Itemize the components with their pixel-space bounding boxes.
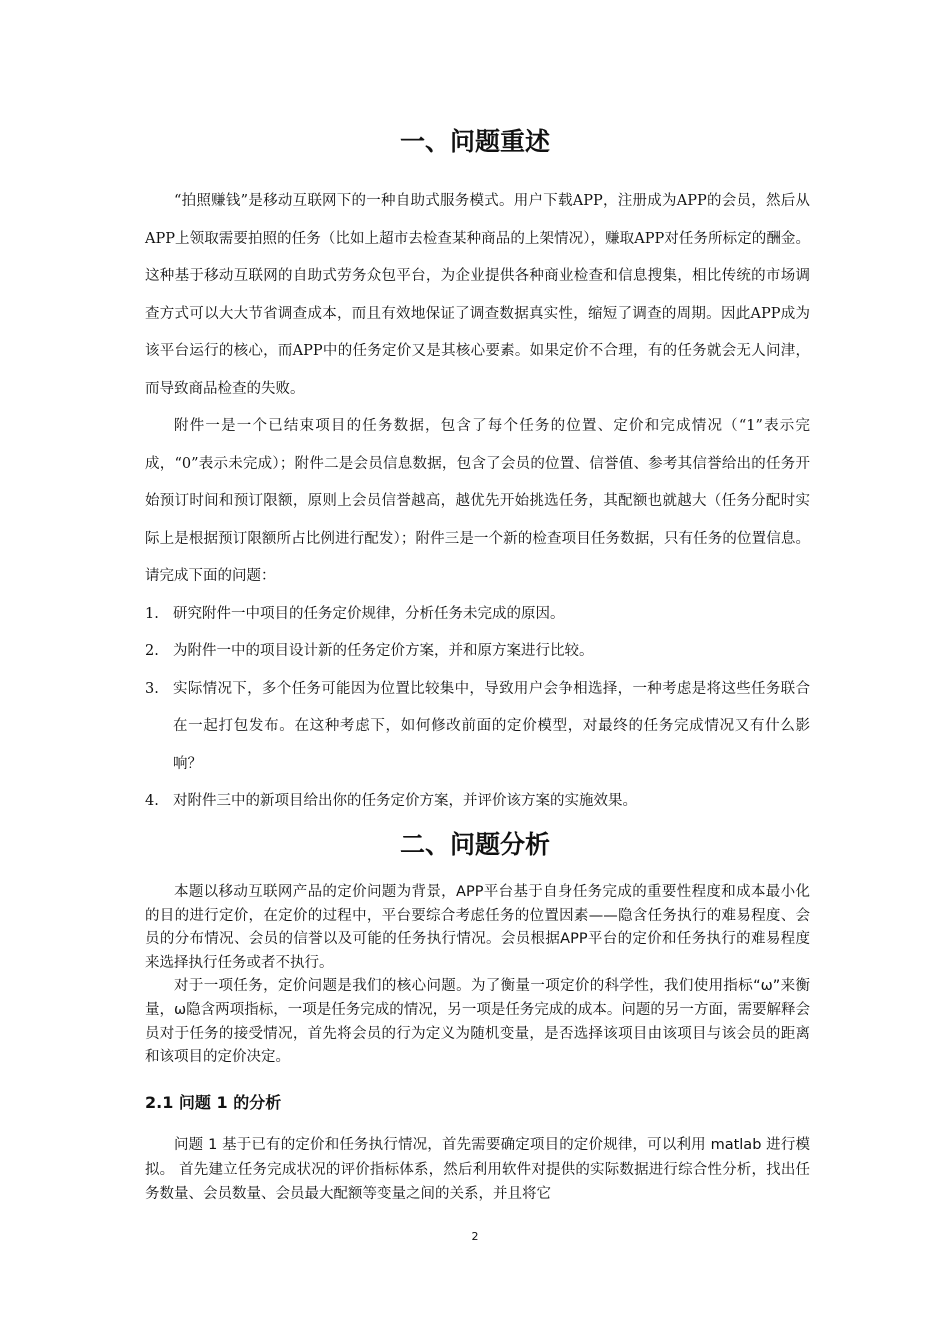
question-text: 对附件三中的新项目给出你的任务定价方案，并评价该方案的实施效果。 — [173, 793, 637, 809]
section-1-paragraph-2: 附件一是一个已结束项目的任务数据，包含了每个任务的位置、定价和完成情况（“1”表示完成，“0”表示未完成）；附件二是会员信息数据，包含了会员的位置、信誉值、参考其信誉给出的任务开始预订时间和预订限额，原则上会员信誉越高，越优先开始挑选任务，其配额也就越大（任务分配时实际上是根据预订限额所占比例进行配发）；附件三是一个新的检查项目任务数据，只有任务的位置信息。请完成下面的问题： — [145, 418, 810, 584]
question-item — [145, 783, 810, 821]
question-item — [145, 671, 810, 784]
section-1-body — [145, 183, 810, 821]
subsection-2-1-title: 2.1 问题 1 的分析 — [145, 1093, 282, 1112]
question-item — [145, 633, 810, 671]
section-1-title: 一、问题重述 — [399, 127, 550, 156]
section-2-title: 二、问题分析 — [399, 830, 550, 859]
section-2-paragraph-2: 对于一项任务，定价问题是我们的核心问题。为了衡量一项定价的科学性，我们使用指标“ω”来衡量，ω隐含两项指标，一项是任务完成的情况，另一项是任务完成的成本。问题的另一方面，需要解释会员对于任务的接受情况，首先将会员的行为定义为随机变量，是否选择该项目由该项目与该会员的距离和该项目的定价决定。 — [145, 978, 810, 1066]
question-text: 实际情况下，多个任务可能因为位置比较集中，导致用户会争相选择，一种考虑是将这些任务联合在一起打包发布。在这种考虑下，如何修改前面的定价模型，对最终的任务完成情况又有什么影响？ — [173, 680, 810, 772]
question-number: 3. — [145, 680, 159, 697]
question-item — [145, 596, 810, 634]
question-number: 4. — [145, 793, 159, 809]
page-number: 2 — [471, 1230, 479, 1243]
section-2-paragraph-1: 本题以移动互联网产品的定价问题为背景，APP平台基于自身任务完成的重要性程度和成本最小化的目的进行定价，在定价的过程中，平台要综合考虑任务的位置因素——隐含任务执行的难易程度、会员的分布情况、会员的信誉以及可能的任务执行情况。会员根据APP平台的定价和任务执行的难易程度来选择执行任务或者不执行。 — [145, 884, 810, 971]
question-text: 研究附件一中项目的任务定价规律，分析任务未完成的原因。 — [173, 605, 565, 622]
subsection-2-1-body — [145, 1133, 810, 1207]
question-number: 2. — [145, 643, 159, 659]
question-text: 为附件一中的项目设计新的任务定价方案，并和原方案进行比较。 — [173, 643, 594, 659]
question-list — [145, 596, 810, 821]
section-2-body — [145, 881, 810, 1070]
section-1-paragraph-1: “拍照赚钱”是移动互联网下的一种自助式服务模式。用户下载APP，注册成为APP的会员，然后从APP上领取需要拍照的任务（比如上超市去检查某种商品的上架情况），赚取APP对任务所标定的酬金。这种基于移动互联网的自助式劳务众包平台，为企业提供各种商业检查和信息搜集，相比传统的市场调查方式可以大大节省调查成本，而且有效地保证了调查数据真实性，缩短了调查的周期。因此APP成为该平台运行的核心，而APP中的任务定价又是其核心要素。如果定价不合理，有的任务就会无人问津，而导致商品检查的失败。 — [145, 193, 810, 397]
question-number: 1. — [145, 605, 159, 622]
subsection-2-1-paragraph-1: 问题 1 基于已有的定价和任务执行情况，首先需要确定项目的定价规律，可以利用 matlab 进行模拟。 首先建立任务完成状况的评价指标体系，然后利用软件对提供的实际数据进行综合性分析，找出任务数量、会员数量、会员最大配额等变量之间的关系，并且将它 — [145, 1137, 810, 1202]
